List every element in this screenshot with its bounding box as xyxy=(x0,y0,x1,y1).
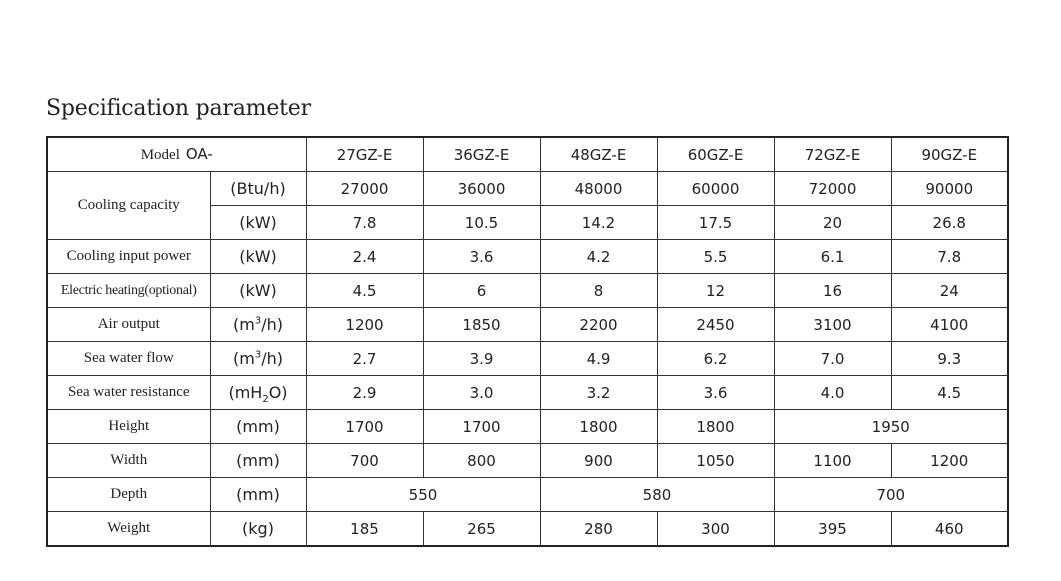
unit-cell: (mm) xyxy=(210,444,306,478)
value-cell: 17.5 xyxy=(657,206,774,240)
value-cell-merged: 1950 xyxy=(774,410,1008,444)
table-row-sea-water-resistance xyxy=(47,376,1008,410)
unit-cell: (mm) xyxy=(210,478,306,512)
model-cell: 72GZ-E xyxy=(774,137,891,172)
row-label: Cooling input power xyxy=(47,240,210,274)
value-cell: 1800 xyxy=(540,410,657,444)
model-cell: 48GZ-E xyxy=(540,137,657,172)
value-cell: 26.8 xyxy=(891,206,1008,240)
table-row-depth xyxy=(47,478,1008,512)
value-cell: 4.5 xyxy=(306,274,423,308)
value-cell-merged: 700 xyxy=(774,478,1008,512)
value-cell: 4.9 xyxy=(540,342,657,376)
value-cell: 2.9 xyxy=(306,376,423,410)
value-cell: 700 xyxy=(306,444,423,478)
value-cell: 24 xyxy=(891,274,1008,308)
table-row-cooling-input-power xyxy=(47,240,1008,274)
table-row-air-output xyxy=(47,308,1008,342)
value-cell: 10.5 xyxy=(423,206,540,240)
value-cell: 395 xyxy=(774,512,891,547)
table-row-model xyxy=(47,137,1008,172)
value-cell: 7.0 xyxy=(774,342,891,376)
model-cell: 60GZ-E xyxy=(657,137,774,172)
unit-cell: (kW) xyxy=(210,240,306,274)
value-cell: 2450 xyxy=(657,308,774,342)
value-cell: 185 xyxy=(306,512,423,547)
value-cell: 6.2 xyxy=(657,342,774,376)
unit-cell: (kg) xyxy=(210,512,306,547)
value-cell: 12 xyxy=(657,274,774,308)
value-cell: 6 xyxy=(423,274,540,308)
value-cell: 265 xyxy=(423,512,540,547)
unit-cell: (kW) xyxy=(210,206,306,240)
row-label: Width xyxy=(47,444,210,478)
model-prefix: OA- xyxy=(185,145,213,163)
row-label: Cooling capacity xyxy=(47,172,210,240)
value-cell: 1700 xyxy=(423,410,540,444)
value-cell: 16 xyxy=(774,274,891,308)
value-cell: 3.9 xyxy=(423,342,540,376)
spec-table xyxy=(46,136,1009,547)
row-label: Electric heating(optional) xyxy=(47,274,210,308)
value-cell: 3100 xyxy=(774,308,891,342)
row-label: Sea water flow xyxy=(47,342,210,376)
value-cell: 3.0 xyxy=(423,376,540,410)
model-label: Model xyxy=(140,147,180,163)
table-row-sea-water-flow xyxy=(47,342,1008,376)
unit-cell: (Btu/h) xyxy=(210,172,306,206)
value-cell: 1850 xyxy=(423,308,540,342)
value-cell: 3.6 xyxy=(657,376,774,410)
value-cell: 4.2 xyxy=(540,240,657,274)
value-cell: 1050 xyxy=(657,444,774,478)
value-cell: 3.2 xyxy=(540,376,657,410)
table-row-cooling-capacity-btu xyxy=(47,172,1008,206)
value-cell: 8 xyxy=(540,274,657,308)
table-row-width xyxy=(47,444,1008,478)
model-cell: 90GZ-E xyxy=(891,137,1008,172)
value-cell: 1700 xyxy=(306,410,423,444)
value-cell: 6.1 xyxy=(774,240,891,274)
value-cell-merged: 550 xyxy=(306,478,540,512)
value-cell: 1200 xyxy=(891,444,1008,478)
value-cell: 3.6 xyxy=(423,240,540,274)
model-cell: 36GZ-E xyxy=(423,137,540,172)
row-label: Height xyxy=(47,410,210,444)
row-label: Weight xyxy=(47,512,210,547)
value-cell: 280 xyxy=(540,512,657,547)
value-cell: 460 xyxy=(891,512,1008,547)
unit-cell: $(mH_2O)$ xyxy=(210,376,306,410)
value-cell: 7.8 xyxy=(306,206,423,240)
value-cell: 1800 xyxy=(657,410,774,444)
model-header-cell xyxy=(47,137,306,172)
unit-cell: (kW) xyxy=(210,274,306,308)
unit-cell: $(m^3/h)$ xyxy=(210,308,306,342)
value-cell: 2200 xyxy=(540,308,657,342)
value-cell: 1100 xyxy=(774,444,891,478)
value-cell: 1200 xyxy=(306,308,423,342)
table-row-electric-heating xyxy=(47,274,1008,308)
row-label: Depth xyxy=(47,478,210,512)
value-cell: 2.4 xyxy=(306,240,423,274)
unit-cell: $(m^3/h)$ xyxy=(210,342,306,376)
page-title: Specification parameter xyxy=(46,96,311,121)
table-row-weight xyxy=(47,512,1008,547)
value-cell: 72000 xyxy=(774,172,891,206)
value-cell: 2.7 xyxy=(306,342,423,376)
value-cell: 9.3 xyxy=(891,342,1008,376)
value-cell: 27000 xyxy=(306,172,423,206)
value-cell: 7.8 xyxy=(891,240,1008,274)
value-cell: 800 xyxy=(423,444,540,478)
value-cell-merged: 580 xyxy=(540,478,774,512)
row-label: Air output xyxy=(47,308,210,342)
value-cell: 60000 xyxy=(657,172,774,206)
value-cell: 900 xyxy=(540,444,657,478)
value-cell: 90000 xyxy=(891,172,1008,206)
value-cell: 300 xyxy=(657,512,774,547)
value-cell: 4.0 xyxy=(774,376,891,410)
row-label: Sea water resistance xyxy=(47,376,210,410)
model-cell: 27GZ-E xyxy=(306,137,423,172)
value-cell: 5.5 xyxy=(657,240,774,274)
table-row-height xyxy=(47,410,1008,444)
value-cell: 36000 xyxy=(423,172,540,206)
unit-cell: (mm) xyxy=(210,410,306,444)
value-cell: 4100 xyxy=(891,308,1008,342)
value-cell: 14.2 xyxy=(540,206,657,240)
value-cell: 20 xyxy=(774,206,891,240)
value-cell: 48000 xyxy=(540,172,657,206)
value-cell: 4.5 xyxy=(891,376,1008,410)
